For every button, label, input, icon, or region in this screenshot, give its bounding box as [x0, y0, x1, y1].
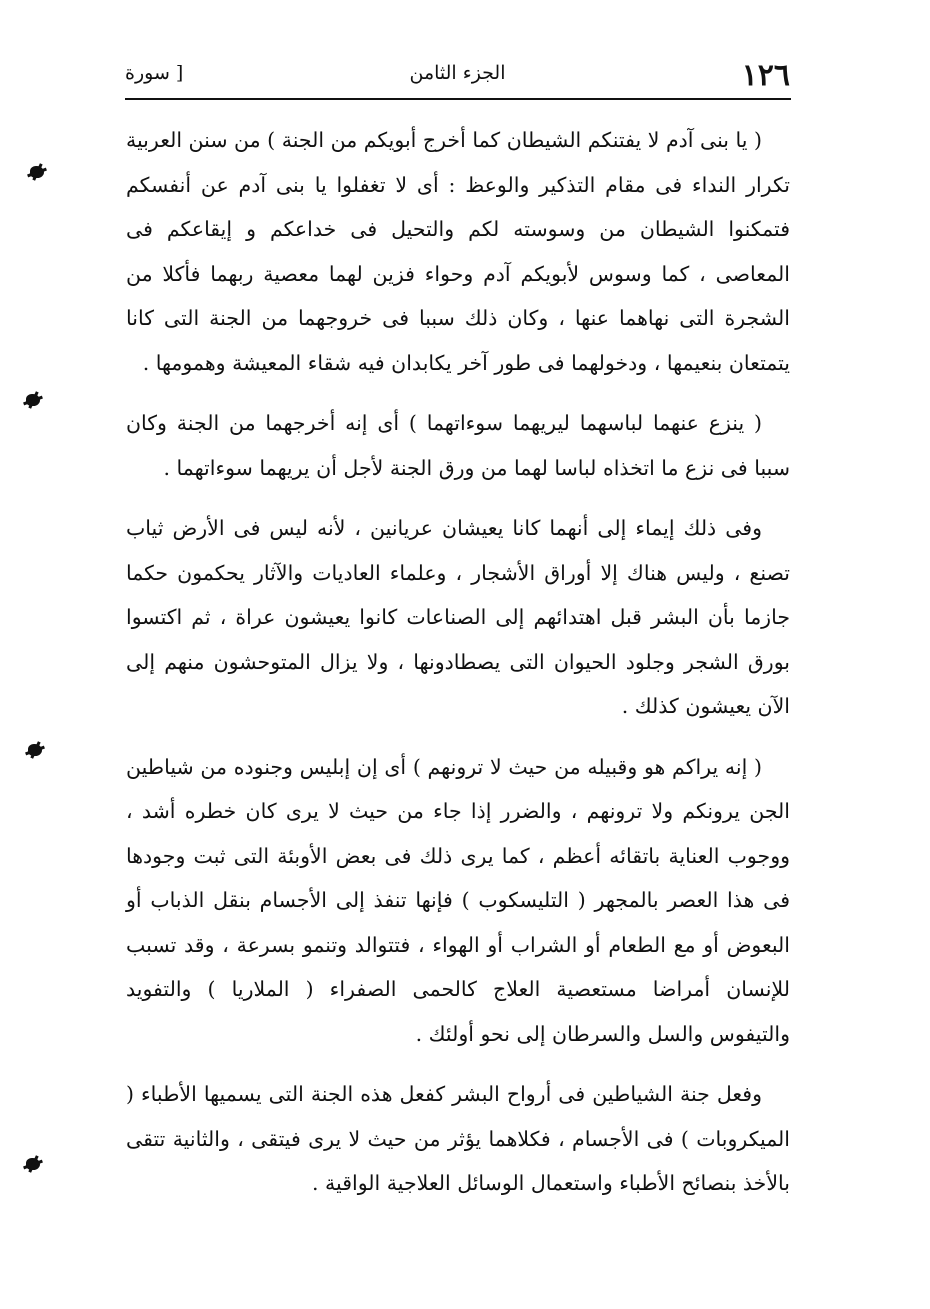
page-body	[126, 118, 790, 1222]
page-header	[125, 58, 790, 98]
paragraph-2: ( ينزع عنهما لباسهما ليريهما سوءاتهما ) أى إنه أخرجهما من الجنة وكان سببا فى نزع ما اتخذاه لباسا لهما من ورق الجنة لأجل أن يريهما سوءاتهما .	[126, 411, 790, 480]
part-title: الجزء الثامن	[409, 62, 506, 84]
paragraph-4: ( إنه يراكم هو وقبيله من حيث لا ترونهم ) أى إن إبليس وجنوده من شياطين الجن يرونكم ولا ترونهم ، والضرر إذا جاء من حيث لا يرى كان خطره أشد ، ووجوب العناية باتقائه أعظم ، كما يرى ذلك فى بعض الأوبئة التى ثبت وجودها فى هذا العصر بالمجهر ( التليسكوب ) فإنها تنفذ إلى الأجسام بنقل الذباب أو البعوض أو مع الطعام أو الشراب أو الهواء ، فتتوالد وتنمو بسرعة ، وقد تسبب للإنسان أمراضا مستعصية العلاج كالحمى الصفراء ( الملاريا ) والتفويد والتيفوس والسل والسرطان إلى نحو أولئك .	[126, 754, 790, 1046]
surah-label: [ سورة	[125, 62, 184, 84]
paragraph-3: وفى ذلك إيماء إلى أنهما كانا يعيشان عريانين ، لأنه ليس فى الأرض ثياب تصنع ، وليس هناك إلا أوراق الأشجار ، وعلماء العاديات والآثار يحكمون حكما جازما بأن البشر قبل اهتدائهم إلى الصناعات كانوا يعيشون عراة ، ثم اكتسوا بورق الشجر وجلود الحيوان التى يصطادونها ، ولا يزال المتوحشون منهم إلى الآن يعيشون كذلك .	[126, 516, 790, 718]
scan-blot-mark	[26, 394, 40, 406]
scan-blot-mark	[30, 166, 44, 178]
header-rule	[125, 98, 791, 100]
scan-blot-mark	[26, 1158, 40, 1170]
scan-blot-mark	[28, 744, 42, 756]
page-number: ١٢٦	[741, 58, 790, 93]
paragraph-5: وفعل جنة الشياطين فى أرواح البشر كفعل هذه الجنة التى يسميها الأطباء ( الميكروبات ) فى الأجسام ، فكلاهما يؤثر من حيث لا يرى فيتقى ، والثانية تتقى بالأخذ بنصائح الأطباء واستعمال الوسائل العلاجية الواقية .	[126, 1082, 790, 1195]
paragraph-1: ( يا بنى آدم لا يفتنكم الشيطان كما أخرج أبويكم من الجنة ) من سنن العربية تكرار النداء فى مقام التذكير والوعظ : أى لا تغفلوا يا بنى آدم عن أنفسكم فتمكنوا الشيطان من وسوسته لكم والتحيل فى خداعكم و إيقاعكم فى المعاصى ، كما وسوس لأبويكم آدم وحواء فزين لهما معصية ربهما فأكلا من الشجرة التى نهاهما عنها ، وكان ذلك سببا فى خروجهما من الجنة التى كانا يتمتعان بنعيمها ، ودخولهما فى طور آخر يكابدان فيه شقاء المعيشة وهمومها .	[126, 128, 790, 375]
